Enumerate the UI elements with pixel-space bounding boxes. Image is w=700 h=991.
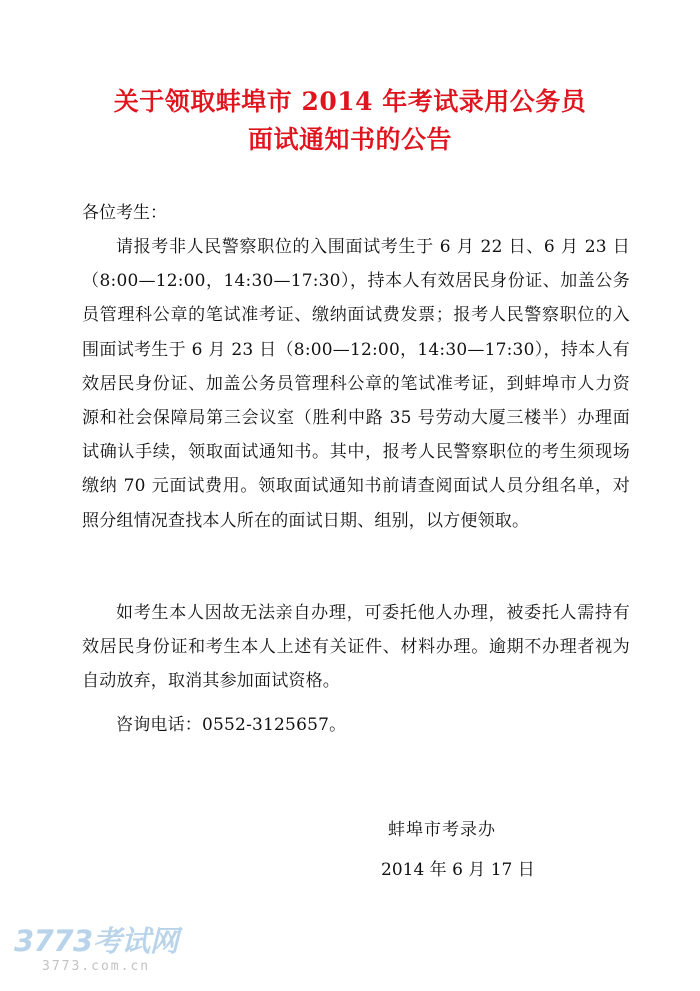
paragraph-contact: 咨询电话：0552-3125657。 — [116, 715, 347, 735]
title-line-2: 面试通知书的公告 — [247, 125, 452, 154]
signature-date: 2014 年 6 月 17 日 — [381, 860, 535, 880]
title-line-1: 关于领取蚌埠市 2014 年考试录用公务员 — [113, 87, 587, 116]
salutation: 各位考生： — [82, 203, 167, 223]
watermark-brand: 3773考试网 — [14, 924, 179, 958]
site-watermark — [14, 924, 184, 982]
watermark-url: 3773.com.cn — [42, 959, 151, 974]
signature-organization: 蚌埠市考录办 — [388, 820, 496, 840]
paragraph-instructions: 请报考非人民警察职位的入围面试考生于 6 月 22 日、6 月 23 日（8:00—12:00，14:30—17:30），持本人有效居民身份证、加盖公务员管理科公章的笔试准考证、缴纳面试费发票；报考人民警察职位的入围面试考生于 6 月 23 日（8:00—12:00，14:30—17:30），持本人有效居民身份证、加盖公务员管理科公章的笔试准考证，到蚌埠市人力资源和社会保障局第三会议室（胜利中路 35 号劳动大厦三楼半）办理面试确认手续，领取面试通知书。其中，报考人民警察职位的考生须现场缴纳 70 元面试费用。领取面试通知书前请查阅面试人员分组名单，对照分组情况查找本人所在的面试日期、组别，以方便领取。 — [82, 237, 630, 531]
paragraph-proxy: 如考生本人因故无法亲自办理，可委托他人办理，被委托人需持有效居民身份证和考生本人上述有关证件、材料办理。逾期不办理者视为自动放弃，取消其参加面试资格。 — [82, 603, 630, 692]
